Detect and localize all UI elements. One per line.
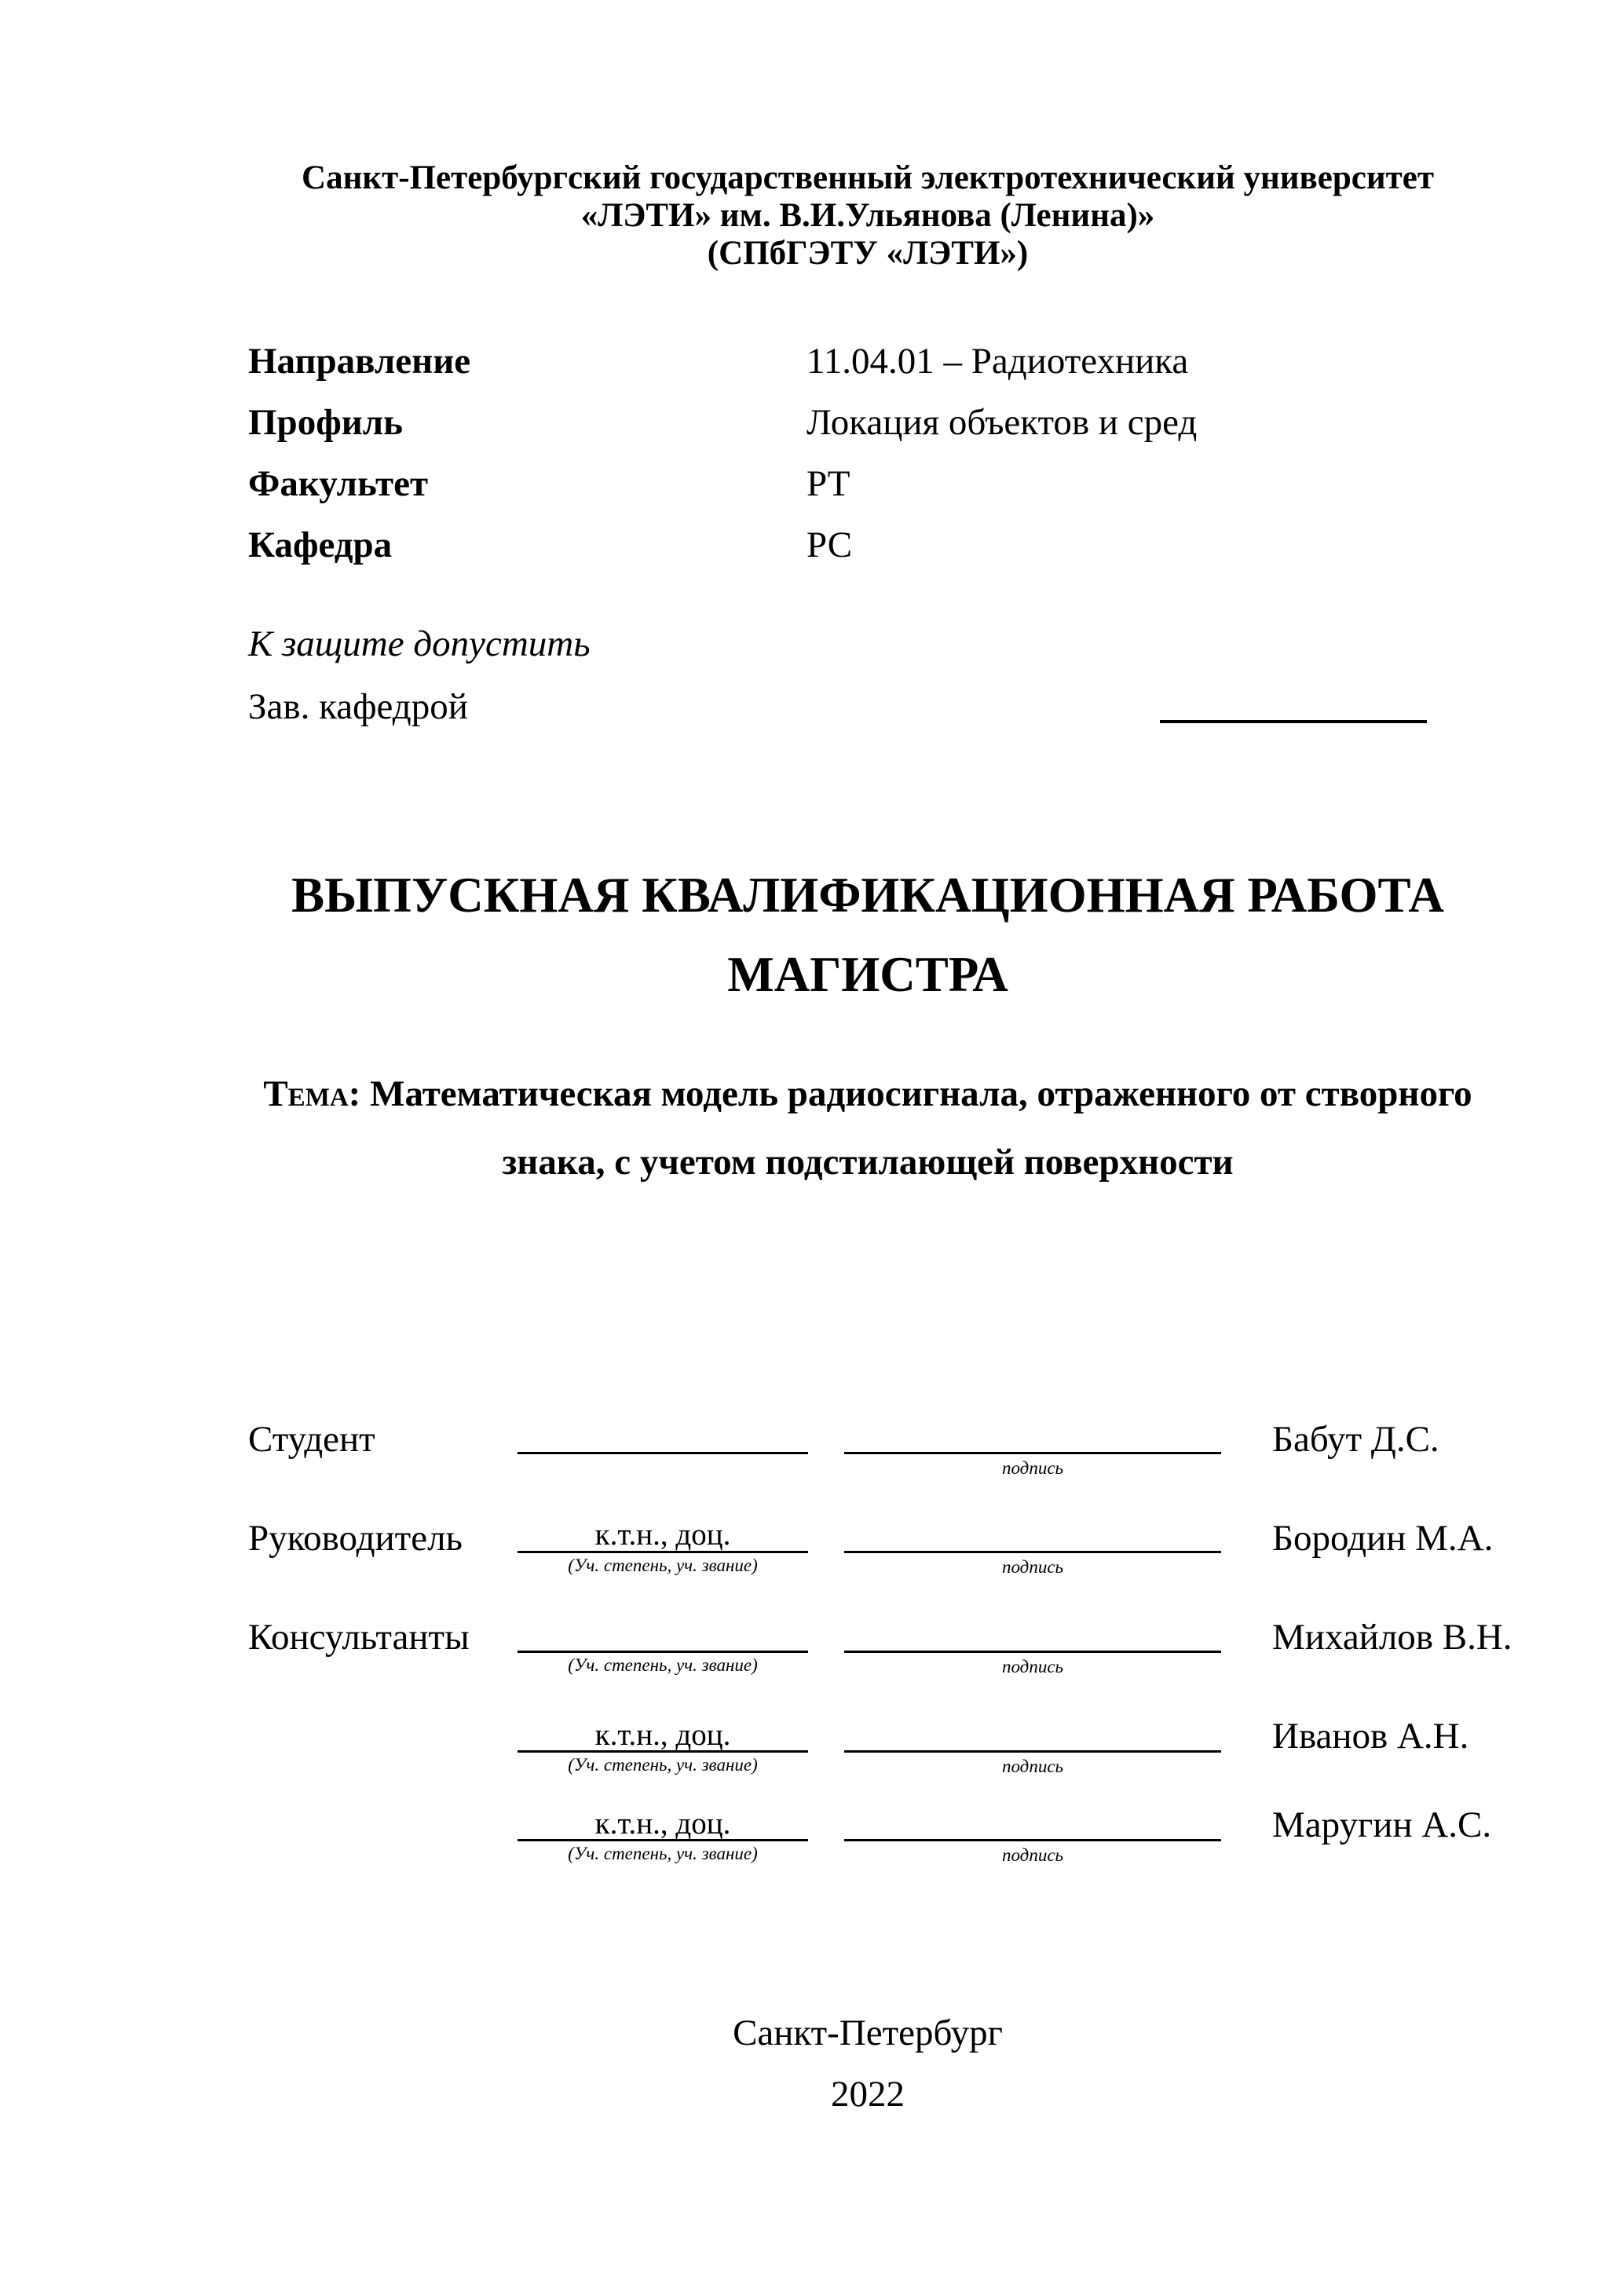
document-title-line2: МАГИСТРА xyxy=(727,947,1008,1002)
signature-role-student: Студент xyxy=(248,1419,375,1460)
supervisor-degree: к.т.н., доц. xyxy=(594,1518,731,1552)
theme-line1 xyxy=(0,1073,1624,1115)
footer-year: 2022 xyxy=(831,2074,905,2115)
degree-line xyxy=(518,1750,808,1753)
head-signature-line xyxy=(1160,720,1427,723)
signature-line xyxy=(844,1651,1221,1653)
info-value-direction: 11.04.01 – Радиотехника xyxy=(807,341,1189,382)
signature-name-consultant-3: Маругин А.С. xyxy=(1272,1804,1492,1845)
signature-line xyxy=(844,1839,1221,1841)
theme-prefix: Тема: xyxy=(263,1073,361,1114)
theme-text-line1: Математическая модель радиосигнала, отраженного от створного xyxy=(370,1073,1472,1114)
info-label-profile: Профиль xyxy=(248,402,404,443)
footer-city: Санкт-Петербург xyxy=(733,2013,1003,2053)
info-value-faculty: РТ xyxy=(807,463,850,504)
admit-to-defense: К защите допустить xyxy=(248,623,591,664)
signature-name-student: Бабут Д.С. xyxy=(1272,1419,1439,1460)
degree-caption: (Уч. степень, уч. звание) xyxy=(568,1755,758,1775)
signature-caption: подпись xyxy=(1001,1657,1063,1676)
degree-line xyxy=(518,1839,808,1841)
signature-line xyxy=(844,1551,1221,1553)
university-name-line2: «ЛЭТИ» им. В.И.Ульянова (Ленина)» xyxy=(580,197,1155,234)
signature-line xyxy=(844,1750,1221,1753)
info-value-department: РС xyxy=(807,525,853,565)
degree-line xyxy=(518,1452,808,1454)
degree-caption: (Уч. степень, уч. звание) xyxy=(568,1556,758,1575)
document-title-line1: ВЫПУСКНАЯ КВАЛИФИКАЦИОННАЯ РАБОТА xyxy=(291,868,1444,923)
signature-caption: подпись xyxy=(1001,1557,1063,1577)
info-label-faculty: Факультет xyxy=(248,463,429,504)
signature-name-consultant-2: Иванов А.Н. xyxy=(1272,1716,1469,1757)
degree-line xyxy=(518,1551,808,1553)
degree-line xyxy=(518,1651,808,1653)
signature-caption: подпись xyxy=(1001,1757,1063,1776)
degree-caption: (Уч. степень, уч. звание) xyxy=(568,1655,758,1675)
consultant-3-degree: к.т.н., доц. xyxy=(594,1807,731,1841)
info-value-profile: Локация объектов и сред xyxy=(807,402,1198,443)
signature-name-consultant-1: Михайлов В.Н. xyxy=(1272,1617,1512,1658)
head-of-department-label: Зав. кафедрой xyxy=(248,686,468,727)
info-label-department: Кафедра xyxy=(248,525,393,565)
signature-caption: подпись xyxy=(1001,1845,1063,1865)
degree-caption: (Уч. степень, уч. звание) xyxy=(568,1844,758,1863)
signature-caption: подпись xyxy=(1001,1458,1063,1478)
consultant-2-degree: к.т.н., доц. xyxy=(594,1718,731,1752)
signature-role-supervisor: Руководитель xyxy=(248,1518,463,1559)
signature-line xyxy=(844,1452,1221,1454)
signature-name-supervisor: Бородин М.А. xyxy=(1272,1518,1494,1559)
university-name-line1: Санкт-Петербургский государственный электротехнический университет xyxy=(302,159,1434,196)
info-label-direction: Направление xyxy=(248,341,471,382)
theme-line2: знака, с учетом подстилающей поверхности xyxy=(502,1142,1234,1183)
university-abbreviation: (СПбГЭТУ «ЛЭТИ») xyxy=(707,235,1029,272)
signature-role-consultants: Консультанты xyxy=(248,1617,470,1658)
